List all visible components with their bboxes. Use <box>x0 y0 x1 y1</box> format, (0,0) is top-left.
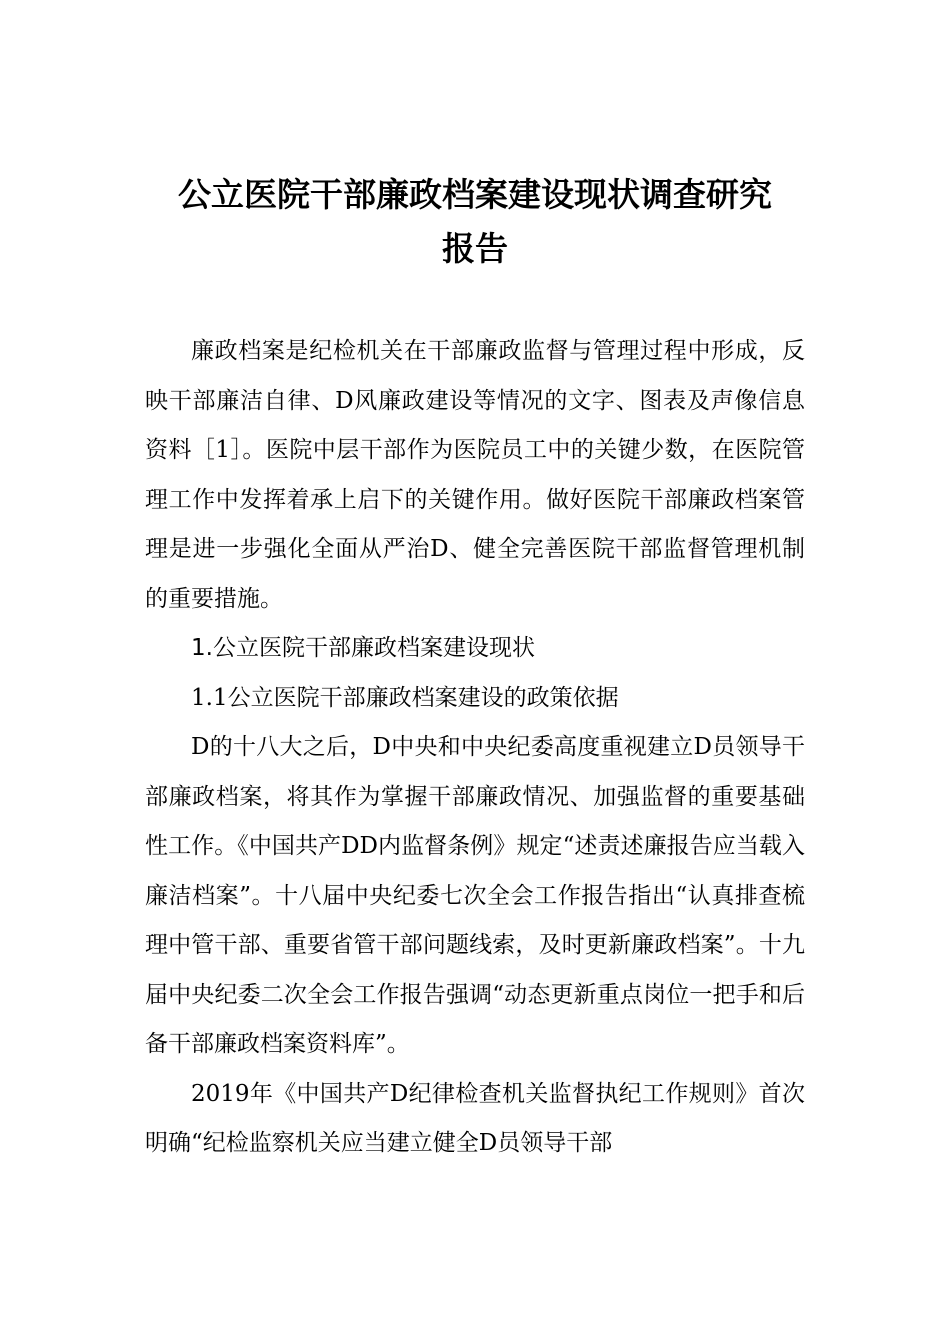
paragraph-2019: 2019年《中国共产D纪律检查机关监督执纪工作规则》首次明确“纪检监察机关应当建立健全D员领导干部 <box>145 1080 805 1156</box>
title-line-1: 公立医院干部廉政档案建设现状调查研究 <box>178 175 772 214</box>
paragraph-intro: 廉政档案是纪检机关在干部廉政监督与管理过程中形成，反映干部廉洁自律、D风廉政建设等情况的文字、图表及声像信息资料［1］。医院中层干部作为医院员工中的关键少数，在医院管理工作中发挥着承上启下的关键作用。做好医院干部廉政档案管理是进一步强化全面从严治D、健全完善医院干部监督管理机制的重要措施。 <box>145 338 805 612</box>
section-heading-1: 1.公立医院干部廉政档案建设现状 <box>191 635 535 661</box>
title-line-2: 报告 <box>442 229 508 268</box>
subsection-heading-1-1: 1.1公立医院干部廉政档案建设的政策依据 <box>191 684 619 711</box>
document-title <box>145 168 805 276</box>
paragraph-policy: D的十八大之后，D中央和中央纪委高度重视建立D员领导干部廉政档案，将其作为掌握干部廉政情况、加强监督的重要基础性工作。《中国共产DD内监督条例》规定“述责述廉报告应当载入廉洁档案”。十八届中央纪委七次全会工作报告指出“认真排查梳理中管干部、重要省管干部问题线索，及时更新廉政档案”。十九届中央纪委二次全会工作报告强调“动态更新重点岗位一把手和后备干部廉政档案资料库”。 <box>145 734 805 1057</box>
document-body <box>145 327 805 1169</box>
